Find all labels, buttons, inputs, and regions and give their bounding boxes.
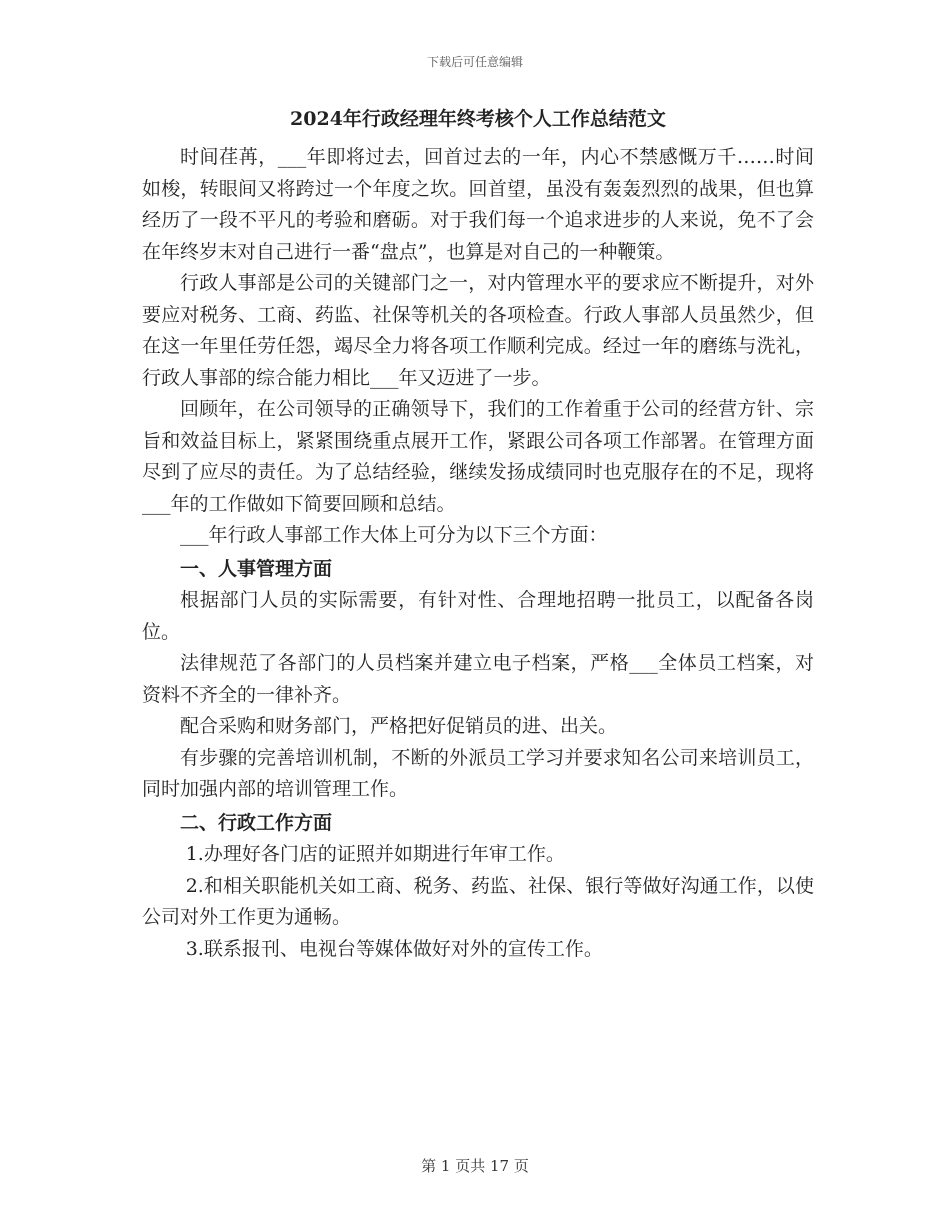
paragraph: 行政人事部是公司的关键部门之一，对内管理水平的要求应不断提升，对外要应对税务、工商、药监、社保等机关的各项检查。行政人事部人员虽然少，但在这一年里任劳任怨，竭尽全力将各项工作顺利完成。经过一年的磨练与洗礼，行政人事部的综合能力相比___年又迈进了一步。 — [142, 272, 814, 389]
paragraph: ___年行政人事部工作大体上可分为以下三个方面： — [180, 524, 608, 546]
paragraph: 时间荏苒，___年即将过去，回首过去的一年，内心不禁感慨万千……时间如梭，转眼间又将跨过一个年度之坎。回首望，虽没有轰轰烈烈的战果，但也算经历了一段不平凡的考验和磨砺。对于我们每一个追求进步的人来说，免不了会在年终岁末对自己进行一番“盘点”，也算是对自己的一种鞭策。 — [142, 146, 814, 263]
list-item: 1.办理好各门店的证照并如期进行年审工作。 — [185, 843, 565, 865]
paragraph: 回顾年，在公司领导的正确领导下，我们的工作着重于公司的经营方针、宗旨和效益目标上，紧紧围绕重点展开工作，紧跟公司各项工作部署。在管理方面尽到了应尽的责任。为了总结经验，继续发扬成绩同时也克服存在的不足，现将___年的工作做如下简要回顾和总结。 — [142, 398, 814, 515]
list-item: 3.联系报刊、电视台等媒体做好对外的宣传工作。 — [185, 937, 603, 960]
paragraph: 配合采购和财务部门，严格把好促销员的进、出关。 — [180, 715, 618, 737]
page-footer: 第 1 页共 17 页 — [421, 1157, 529, 1175]
section-heading-personnel: 一、人事管理方面 — [180, 557, 333, 580]
paragraph: 有步骤的完善培训机制，不断的外派员工学习并要求知名公司来培训员工，同时加强内部的培训管理工作。 — [142, 746, 814, 800]
document-title: 2024年行政经理年终考核个人工作总结范文 — [290, 108, 666, 130]
section-heading-administration: 二、行政工作方面 — [180, 811, 333, 834]
document-body — [142, 104, 814, 965]
list-item: 2.和相关职能机关如工商、税务、药监、社保、银行等做好沟通工作，以使公司对外工作更为通畅。 — [142, 874, 814, 928]
paragraph: 根据部门人员的实际需要，有针对性、合理地招聘一批员工，以配备各岗位。 — [142, 589, 814, 643]
paragraph: 法律规范了各部门的人员档案并建立电子档案，严格___全体员工档案，对资料不齐全的一律补齐。 — [142, 652, 814, 706]
page-header: 下载后可任意编辑 — [426, 55, 523, 69]
